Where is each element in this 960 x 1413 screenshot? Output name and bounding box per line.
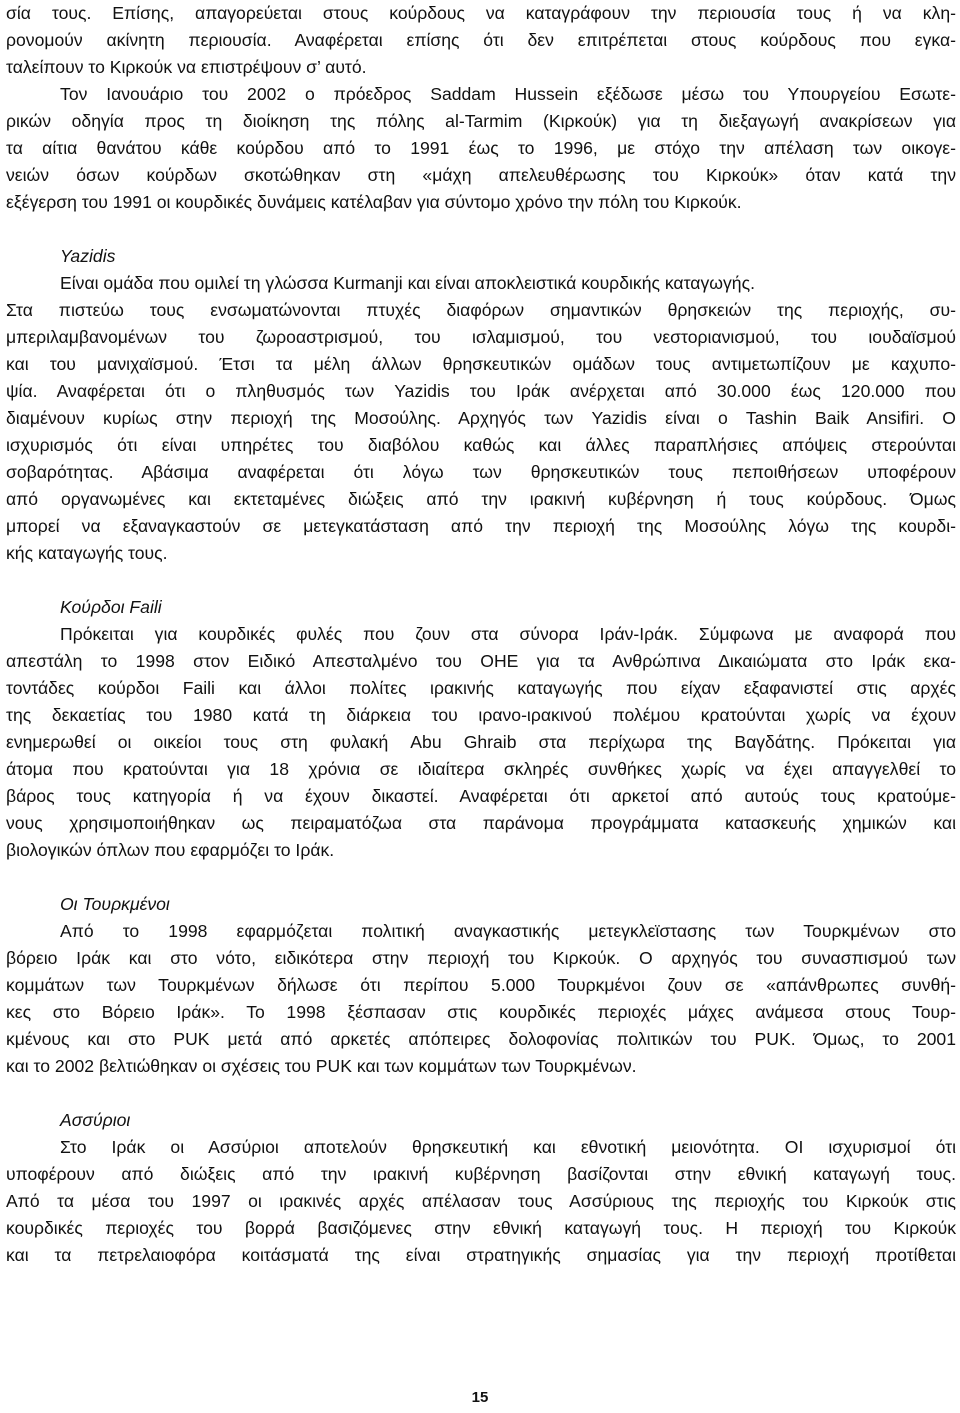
spacer <box>6 864 956 891</box>
text-line: κουρδικές περιοχές του βορρά βασιζόμενες στην εθνική καταγωγή τους. Η περιοχή του Κιρκούκ <box>6 1218 956 1238</box>
spacer <box>6 216 956 243</box>
text-line: βόρειο Ιράκ και στο νότο, ειδικότερα στην περιοχή του Κιρκούκ. Ο αρχηγός του συνασπισμού των <box>6 948 956 968</box>
document-page <box>6 0 956 1269</box>
text-line: κες στο Βόρειο Ιράκ». Το 1998 ξέσπασαν στις κουρδικές περιοχές μάχες ανάμεσα στους Τουρ- <box>6 1002 956 1022</box>
text-line: σοβαρότητας. Αβάσιμα αναφέρεται ότι λόγω των θρησκευτικών τους πεποιθήσεων υποφέρουν <box>6 462 956 482</box>
spacer <box>6 567 956 594</box>
section-heading: Yazidis <box>60 246 116 266</box>
text-line: υποφέρουν από διώξεις από την ιρακινή κυβέρνηση βασίζονται στην εθνική καταγωγή τους. <box>6 1164 956 1184</box>
section-heading: Ασσύριοι <box>60 1110 131 1130</box>
section-yazidis <box>6 243 956 567</box>
text-line: Στα πιστεύω τους ενσωματώνονται πτυχές διαφόρων σημαντικών θρησκειών της περιοχής, συ- <box>6 300 956 320</box>
text-line: σία τους. Επίσης, απαγορεύεται στους κούρδους να καταγράφουν την περιουσία τους ή να κλη- <box>6 3 956 23</box>
text-line: Από τα μέσα του 1997 οι ιρακινές αρχές απέλασαν τους Ασσύριους της περιοχής του Κιρκούκ στις <box>6 1191 956 1211</box>
text-line: απεστάλη το 1998 στον Ειδικό Απεσταλμένο του ΟΗΕ για τα Ανθρώπινα Δικαιώματα στο Ιράκ εκα- <box>6 651 956 671</box>
text-line: από οργανωμένες και εκτεταμένες διώξεις από την ιρακινή κυβέρνηση ή τους κούρδους. Όμως <box>6 489 956 509</box>
text-line: τοντάδες κούρδοι Faili και άλλοι πολίτες ιρακινής καταγωγής που είχαν εξαφανιστεί στις αρχές <box>6 678 956 698</box>
text-line: και το 2002 βελτιώθηκαν οι σχέσεις του PUK και των κομμάτων των Τουρκμένων. <box>6 1056 637 1076</box>
text-line: Στο Ιράκ οι Ασσύριοι αποτελούν θρησκευτική και εθνοτική μειονότητα. ΟΙ ισχυρισμοί ότι <box>60 1137 956 1157</box>
text-line: Είναι ομάδα που ομιλεί τη γλώσσα Kurmanji και είναι αποκλειστικά κουρδικής καταγωγής. <box>60 273 755 293</box>
text-line: νειών όσων κούρδων σκοτώθηκαν στη «μάχη απελευθέρωσης του Κιρκούκ» όταν κατά την <box>6 165 956 185</box>
text-line: κμένους και στο PUK μετά από αρκετές απόπειρες δολοφονίας πολιτικών του PUK. Όμως, το 2001 <box>6 1029 956 1049</box>
text-line: Τον Ιανουάριο του 2002 ο πρόεδρος Saddam Hussein εξέδωσε μέσω του Υπουργείου Εσωτε- <box>60 84 956 104</box>
paragraph-continuation <box>6 0 956 81</box>
text-line: ψία. Αναφέρεται ότι ο πληθυσμός των Yazidis του Ιράκ ανέρχεται από 30.000 έως 120.000 που <box>6 381 956 401</box>
section-heading: Οι Τουρκμένοι <box>60 894 170 914</box>
text-line: κομμάτων των Τουρκμένων δήλωσε ότι περίπου 5.000 Τουρκμένοι ζουν σε «απάνθρωπες συνθή- <box>6 975 956 995</box>
section-faili-kurds <box>6 594 956 864</box>
text-line: και του μανιχαϊσμού. Έτσι τα μέλη άλλων θρησκευτικών ομάδων τους αντιμετωπίζουν με καχυπο- <box>6 354 956 374</box>
spacer <box>6 1080 956 1107</box>
text-line: κής καταγωγής τους. <box>6 543 168 563</box>
text-line: και τα πετρελαιοφόρα κοιτάσματά της είναι στρατηγικής σημασίας για την περιοχή προτίθεται <box>6 1245 956 1265</box>
text-line: διαμένουν κυρίως στην περιοχή της Μοσούλης. Αρχηγός των Yazidis είναι ο Tashin Baik Ansifiri. Ο <box>6 408 956 428</box>
text-line: μπορεί να εξαναγκαστούν σε μετεγκατάσταση από την περιοχή της Μοσούλης λόγω της κουρδι- <box>6 516 956 536</box>
text-line: Από το 1998 εφαρμόζεται πολιτική αναγκαστικής μετεγκλεϊστασης των Τουρκμένων στο <box>60 921 956 941</box>
text-line: ταλείπουν το Κιρκούκ να επιστρέψουν σ’ αυτό. <box>6 57 367 77</box>
section-turkmens <box>6 891 956 1080</box>
text-line: βιολογικών όπλων που εφαρμόζει το Ιράκ. <box>6 840 335 860</box>
text-line: ισχυρισμός ότι είναι υπηρέτες του διαβόλου καθώς και άλλες παραπλήσιες απόψεις στερούνται <box>6 435 956 455</box>
text-line: βάρος τους κατηγορία ή να έχουν δικαστεί. Αναφέρεται ότι αρκετοί από αυτούς τους κρατούμε- <box>6 786 956 806</box>
text-line: άτομα που κρατούνται για 18 χρόνια σε ιδιαίτερα σκληρές συνθήκες χωρίς να έχει απαγγελθεί το <box>6 759 956 779</box>
text-line: τα αίτια θανάτου κάθε κούρδου από το 1991 έως το 1996, με στόχο την απέλαση των οικογε- <box>6 138 956 158</box>
text-line: εξέγερση του 1991 οι κουρδικές δυνάμεις κατέλαβαν για σύντομο χρόνο την πόλη του Κιρκούκ. <box>6 192 742 212</box>
text-line: μπεριλαμβανομένων του ζωροαστρισμού, του ισλαμισμού, του νεστοριανισμού, του ιουδαϊσμού <box>6 327 956 347</box>
text-line: Πρόκειται για κουρδικές φυλές που ζουν στα σύνορα Ιράν-Ιράκ. Σύμφωνα με αναφορά που <box>60 624 956 644</box>
text-line: νους χρησιμοποιήθηκαν ως πειραματόζωα στα παράνομα προγράμματα κατασκευής χημικών και <box>6 813 956 833</box>
text-line: ενημερωθεί οι οικείοι τους στη φυλακή Abu Ghraib στα περίχωρα της Βαγδάτης. Πρόκειται για <box>6 732 956 752</box>
section-heading: Κούρδοι Faili <box>60 597 162 617</box>
text-line: ρικών οδηγία προς τη διοίκηση της πόλης al-Tarmim (Κιρκούκ) για τη διεξαγωγή ανακρίσεων για <box>6 111 956 131</box>
paragraph-2002-directive <box>6 81 956 216</box>
text-line: της δεκαετίας του 1980 κατά τη διάρκεια του ιρανο-ιρακινού πολέμου κρατούνται χωρίς να έχουν <box>6 705 956 725</box>
page-number: 15 <box>471 1389 489 1406</box>
section-assyrians <box>6 1107 956 1269</box>
text-line: ρονομούν ακίνητη περιουσία. Αναφέρεται επίσης ότι δεν επιτρέπεται στους κούρδους που εγκα- <box>6 30 956 50</box>
